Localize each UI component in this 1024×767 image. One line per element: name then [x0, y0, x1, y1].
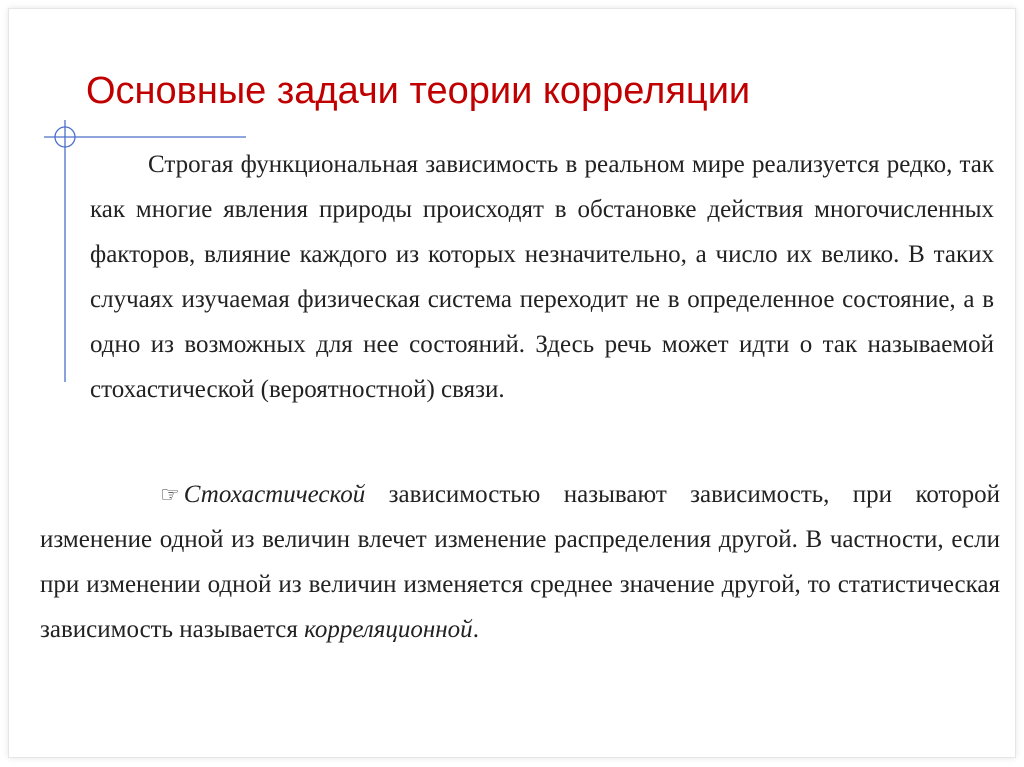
- term-correlation: корреляционной: [304, 616, 473, 643]
- term-stochastic: Стохастической: [183, 481, 366, 508]
- paragraph-intro: Строгая функциональная зависимость в реальном мире реализуется редко, так как многие явления природы происходят в обстановке действия многочисленных факторов, влияние каждого из которых незначительно, а число их велико. В таких случаях изучаемая физическая система переходит не в определенное состояние, а в одно из возможных для нее состояний. Здесь речь может идти о так называемой стохастической (вероятностной) связи.: [90, 151, 994, 403]
- paragraph-definition: [40, 472, 1000, 652]
- pointing-hand-icon: ☞: [160, 482, 180, 507]
- definition-end: .: [472, 616, 479, 643]
- definition-text: зависимостью называют зависимость, при которой изменение одной из величин влечет изменение распределения другой. В частности, если при изменении одной из величин изменяется среднее значение другой, то статистическая зависимость называется: [40, 481, 1000, 643]
- slide-title: Основные задачи теории корреляции: [86, 70, 751, 112]
